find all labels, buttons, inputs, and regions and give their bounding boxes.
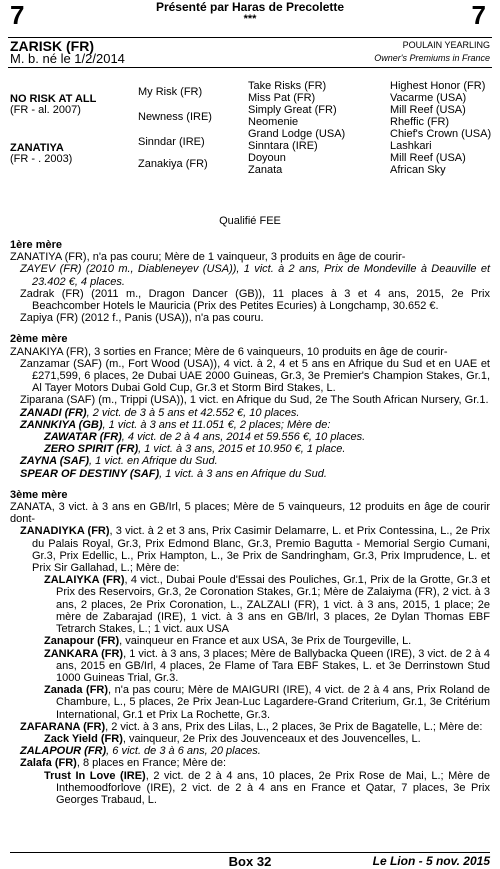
progeny-entry: Zanzamar (SAF) (m., Fort Wood (USA)), 4 vict. à 2, 4 et 5 ans en Afrique du Sud et en UAE et £271,599, 6 places, 2e Dubai UAE 2000 Guineas, Gr.3, 3e Premier's Champion Stakes, Gr.1, Al Tayer Motors Dubai Gold Cup, Gr.3 et Storm Bird Stakes, L. — [20, 357, 490, 395]
dam-entry: ZANATIYA (FR), n'a pas couru; Mère de 1 vainqueur, 3 produits en âge de courir- — [10, 251, 406, 264]
progeny-entry: Zalafa (FR), 8 places en France; Mère de: — [20, 757, 227, 770]
pedigree-g2: My Risk (FR) — [138, 86, 203, 98]
progeny-entry: ZAYEV (FR) (2010 m., Diableneyev (USA)), 1 vict. à 2 ans, Prix de Mondeville à Deauville et 23.402 €, 4 places. — [20, 263, 490, 288]
sale-date: Le Lion - 5 nov. 2015 — [372, 854, 490, 868]
pedigree-g4: Mill Reef (USA) — [390, 104, 466, 116]
stars-line: *** — [243, 13, 257, 25]
pedigree-g4: Lashkari — [390, 140, 432, 152]
progeny-entry: SPEAR OF DESTINY (SAF), 1 vict. à 3 ans en Afrique du Sud. — [20, 467, 327, 480]
horse-birth: M. b. né le 1/2/2014 — [10, 51, 125, 66]
progeny-entry: ZANADIYKA (FR), 3 vict. à 2 et 3 ans, Prix Casimir Delamarre, L. et Prix Contessina, L., 2e Prix du Palais Royal, Gr.3, Prix Edmond Blanc, Gr.3, Premio Bagutta - Memorial Sergio Cumani, Gr.3, Prix Edellic, L., Prix Hampton, L., 3e Prix de Sandringham, Gr.3, Prix Imprudence, L. et Prix Sir Gallahad, L.; Mère de: — [20, 525, 490, 575]
qualification: Qualifié FEE — [219, 215, 281, 227]
pedigree-g3: Miss Pat (FR) — [248, 92, 316, 104]
dam-entry: ZANATA, 3 vict. à 3 ans en GB/Irl, 5 places; Mère de 5 vainqueurs, 12 produits en âge de courir dont- — [10, 501, 490, 526]
dam-info: (FR - . 2003) — [10, 153, 73, 165]
progeny-entry: ZALAIYKA (FR), 4 vict., Dubai Poule d'Essai des Pouliches, Gr.1, Prix de la Grotte, Gr.3 et Prix des Reservoirs, Gr.3, 2e Coronation Stakes, Gr.1; Mère de Zalaiyma (FR), 2 vict. à 3 ans, 2 places, 2e Prix Coronation, L., ZALZALI (FR), 1 vict. à 3 ans, 2015, 1 place; 2e mère de Zabarajad (IRE), 1 vict. à 3 ans en GB/Irl, 3 places, 2e Dylan Thomas EBF Tetrarch Stakes, L.; 1 vict. aux USA — [44, 574, 490, 636]
pedigree-g2: Newness (IRE) — [138, 111, 212, 123]
progeny-entry: ZAWATAR (FR), 4 vict. de 2 à 4 ans, 2014 et 59.556 €, 10 places. — [44, 431, 366, 444]
pedigree-g3: Doyoun — [248, 152, 286, 164]
pedigree-g3: Sinntara (IRE) — [248, 140, 318, 152]
lot-number-right: 7 — [471, 0, 486, 30]
progeny-entry: ZALAPOUR (FR), 6 vict. de 3 à 6 ans, 20 places. — [20, 745, 261, 758]
progeny-entry: Zanada (FR), n'a pas couru; Mère de MAIGURI (IRE), 4 vict. de 2 à 4 ans, Prix Roland de Chambure, L., 5 places, 2e Prix Jean-Luc Lagardere-Grand Criterium, Gr.1, 3e Critérium International, Gr.1 et Prix La Rochette, Gr.3. — [44, 684, 490, 721]
pedigree-g4: Highest Honor (FR) — [390, 80, 486, 92]
progeny-entry: Ziparana (SAF) (m., Trippi (USA)), 1 vict. en Afrique du Sud, 2e The South African Nursery, Gr.1. — [20, 394, 489, 407]
dam-name: ZANATIYA — [10, 142, 64, 154]
pedigree-g2: Sinndar (IRE) — [138, 136, 205, 148]
pedigree-g4: Chief's Crown (USA) — [390, 128, 492, 140]
progeny-entry: Zadrak (FR) (2011 m., Dragon Dancer (GB)), 11 places à 3 et 4 ans, 2015, 2e Prix Beachcomber Hotels le Mauricia (Prix des Petites Ecuries) à Longchamp, 30.652 €. — [20, 287, 490, 313]
progeny-entry: Zack Yield (FR), vainqueur, 2e Prix des Jouvenceaux et des Jouvencelles, L. — [44, 732, 421, 745]
dam-entry: ZANAKIYA (FR), 3 sorties en France; Mère de 6 vainqueurs, 10 produits en âge de courir- — [10, 345, 448, 358]
pedigree-g3: Simply Great (FR) — [248, 104, 337, 116]
pedigree-g4: Vacarme (USA) — [390, 92, 467, 104]
section-title: 3ème mère — [10, 488, 68, 501]
progeny-entry: Trust In Love (IRE), 2 vict. de 2 à 4 ans, 10 places, 2e Prix Rose de Mai, L.; Mère de Inthemoodforlove (IRE), 2 vict. de 2 à 4 ans en France et Qatar, 7 places, 3e Prix Georges Trabaud, L. — [44, 769, 490, 806]
progeny-entry: Zanapour (FR), vainqueur en France et aux USA, 3e Prix de Tourgeville, L. — [44, 635, 412, 648]
pedigree-g3: Grand Lodge (USA) — [248, 128, 346, 140]
section-title: 2ème mère — [10, 333, 68, 346]
sire-info: (FR - al. 2007) — [10, 104, 81, 116]
pedigree-g3: Neomenie — [248, 116, 299, 128]
pedigree-g4: Mill Reef (USA) — [390, 152, 466, 164]
horse-name: ZARISK (FR) — [10, 38, 94, 54]
sire-name: NO RISK AT ALL — [10, 93, 97, 105]
pedigree-divider — [8, 67, 492, 68]
page-footer — [10, 852, 490, 869]
owner-premiums: Owner's Premiums in France — [374, 53, 490, 63]
progeny-entry: ZANKARA (FR), 1 vict. à 3 ans, 3 places; Mère de Ballybacka Queen (IRE), 3 vict. de 2 à 4 ans, 2015 en GB/Irl, 4 places, 2e Flame of Tara EBF Stakes, L. et 3e Derrinstown Stud 1000 Guineas Trial, Gr.3. — [44, 647, 490, 684]
progeny-entry: ZAFARANA (FR), 2 vict. à 3 ans, Prix des Lilas, L., 2 places, 3e Prix de Bagatelle, L.; Mère de: — [20, 720, 483, 733]
horse-type: POULAIN YEARLING — [402, 40, 490, 50]
pedigree-g4: African Sky — [390, 164, 446, 176]
progeny-entry: ZANNKIYA (GB), 1 vict. à 3 ans et 11.051 €, 2 places; Mère de: — [20, 418, 331, 431]
pedigree-g4: Rheffic (FR) — [390, 116, 450, 128]
pedigree-g2: Zanakiya (FR) — [138, 158, 208, 170]
box-number: Box 32 — [228, 854, 272, 869]
lot-number-left: 7 — [10, 0, 25, 30]
pedigree-g3: Zanata — [248, 164, 283, 176]
page-header — [10, 0, 490, 36]
presenter-line: Présenté par Haras de Precolette — [155, 0, 345, 14]
progeny-entry: ZANADI (FR), 2 vict. de 3 à 5 ans et 42.552 €, 10 places. — [20, 406, 300, 419]
section-title: 1ère mère — [10, 239, 62, 251]
progeny-entry: ZAYNA (SAF), 1 vict. en Afrique du Sud. — [20, 455, 218, 468]
progeny-entry: ZERO SPIRIT (FR), 1 vict. à 3 ans, 2015 et 10.950 €, 1 place. — [44, 443, 346, 456]
progeny-entry: Zapiya (FR) (2012 f., Panis (USA)), n'a pas couru. — [20, 312, 264, 325]
dam-lines — [10, 230, 490, 806]
pedigree-g3: Take Risks (FR) — [248, 80, 327, 92]
